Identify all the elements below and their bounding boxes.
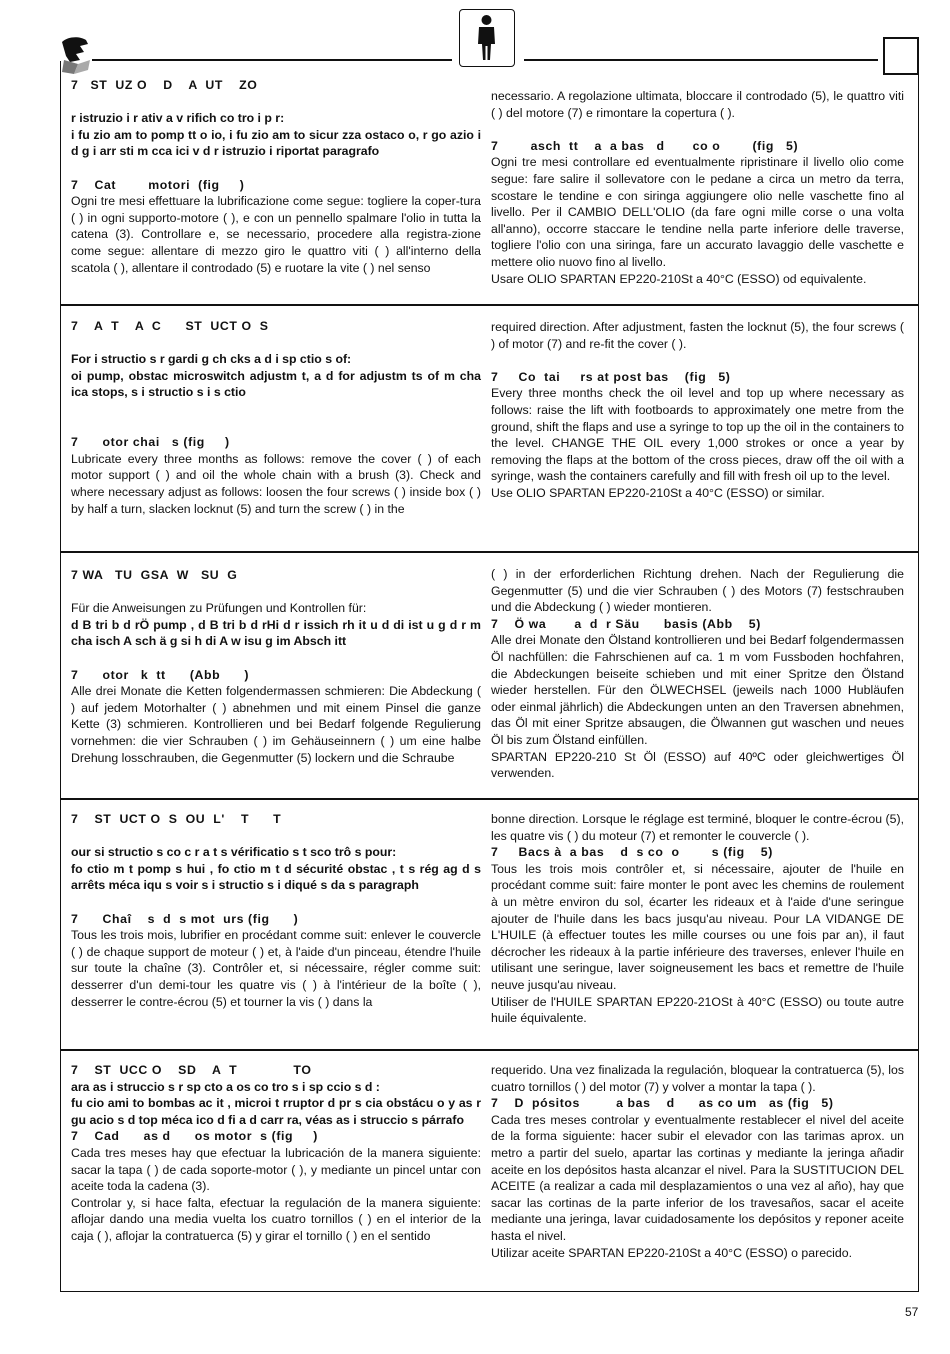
section-heading: 7 ST UCC O SD A T TO — [71, 1063, 312, 1077]
spacer — [71, 160, 481, 177]
section-divider — [60, 798, 919, 800]
section-heading: 7 A T A C ST UCT O S — [71, 319, 269, 333]
section-heading: 7 Bacs à a bas d s co o s (fig 5) — [491, 845, 773, 860]
spacer — [71, 335, 481, 352]
bold-instruction: our si structio s co c r a t s vérificatio s t sco trô s pour: — [71, 845, 397, 860]
paragraph: Cada tres meses controlar y eventualmente restablecer el nivel del aceite de la forma siguiente: hacer subir el elevador con las tarimas aprox. un metro a partir del suelo, apartar las cortinas y mediante la jeringa añadir aceite en los depósitos hasta alcanzar el nivel. Para la SUSTITUCION DEL ACEITE (a realizar a cada mil desplazamientos o una vez al año), hay que sacar las cortinas de la parte inferior de los travesaños, sacar el aceite mediante una jeringa, lavar cuidadosamente los depósitos y reponer aceite hasta el nivel. — [491, 1112, 904, 1243]
bold-instruction: r istruzio i r ativ a v rifich co tro i p r: — [71, 111, 285, 126]
section-heading: 7 otor chai s (fig ) — [71, 435, 230, 450]
operator-icon — [459, 9, 515, 67]
paragraph: Tous les trois mois contrôler et, si nécessaire, ajouter de l'huile en procédant comme suit: faire monter le pont avec les chemins de roulement à un mètre environ du sol, écarter les rideaux et à l'aide d'une seringue ajouter de l'huile dans les bacs jusqu'au niveau. Pour LA VIDANGE DE L'HUILE (à effectuer toutes les mille courses ou une fois par an), il faut décrocher les rideaux à la partie inférieure des traverses, enlever l'huile en utilisant une seringue, laver soigneusement les bacs et remettre de l'huile neuve jusqu'au niveau. — [491, 861, 904, 992]
paragraph: necessario. A regolazione ultimata, bloccare il controdado (5), le quattro viti ( ) del motore (7) e rimontare la copertura ( ). — [491, 89, 904, 120]
bold-instruction: oi pump, obstac microswitch adjustm t, a d for adjustm ts of m cha ica stops, s i structio s i s ctio — [71, 368, 481, 400]
bold-instruction: ara as i struccio s r sp cto a os co tro s i sp ccio s d : — [71, 1079, 380, 1094]
section-divider — [60, 304, 919, 306]
spacer — [71, 584, 481, 601]
bold-instruction: fo ctio m t pomp s hui , fo ctio m t d sécurité obstac , t s rég ag d s arrêts méca iqu s voir s i structio s i diqué s da s paragraph — [71, 861, 481, 893]
section-fr-right — [491, 811, 904, 1027]
spacer — [71, 828, 481, 845]
section-it-right — [491, 88, 904, 287]
paragraph: SPARTAN EP220-210 St Öl (ESSO) auf 40ºC oder gleichwertiges Öl verwenden. — [491, 749, 904, 781]
paragraph: ( ) in der erforderlichen Richtung drehen. Nach der Regulierung die Gegenmutter (5) und die vier Schrauben ( ) des Motors (7) festschrauben und die Abdeckung ( ) wieder montieren. — [491, 567, 904, 615]
spacer — [491, 352, 904, 369]
section-heading: 7 D pósitos a bas d as co um as (fig 5) — [491, 1096, 834, 1111]
section-fr-left — [71, 811, 481, 1010]
paragraph: bonne direction. Lorsque le réglage est terminé, bloquer le contre-écrou (5), les quatre vis ( ) du moteur (7) et remonter le couvercle ( ). — [491, 812, 904, 843]
paragraph: Tous les trois mois, lubrifier en procédant comme suit: enlever le couvercle ( ) de chaque support de moteur ( ) et, à l'aide d'un pinceau, étendre l'huile sur toute la chaîne (3). Contrôler et, si nécessaire, régler comme suit: desserrer d'un demi-tour les quatre vis ( ) à l'intérieur de la boîte ( ), desserrer le contre-écrou (5) et tourner la vis ( ) dans la — [71, 928, 481, 1009]
paragraph: Alle drei Monate den Ölstand kontrollieren und bei Bedarf folgendermassen Öl nachfüllen: die Fahrschienen auf ca. 1 m vom Fussboden hochfahren, die Abdeckungen beiseite schieben und mit einer Spritze den Ölstand wieder herstellen. Für den ÖLWECHSEL (jeweils nach 1000 Hubläufen oder einmal jährlich) die Abdeckungen unten an den Traversen abnehmen, das Öl mit einer Spritze absaugen, die Ölwannen gut waschen und neues Öl bis zum Ölstand einfüllen. — [491, 633, 904, 747]
spacer — [71, 650, 481, 667]
paragraph: Utiliser de l'HUILE SPARTAN EP220-21OSt à 40°C (ESSO) ou toute autre huile équivalente. — [491, 994, 904, 1026]
paragraph: Cada tres meses hay que efectuar la lubricación de la manera siguiente: sacar la tapa ( ) de cada soporte-motor ( ), y mediante un pincel untar con aceite toda la cadena (3). — [71, 1145, 481, 1194]
bold-instruction: i fu zio am to pomp tt o io, i fu zio am to sicur zza ostaco o, r go azio i d g i arr sti m cca ici v d r istruzio i riportat paragrafo — [71, 127, 481, 159]
section-heading: 7 Co tai rs at post bas (fig 5) — [491, 369, 731, 384]
bold-instruction: fu cio ami to bombas ac it , microi t rruptor d pr s cia obstácu o y as r gu acio s d top méca ico d fi a d carr ra, véas as i struccio s párrafo — [71, 1096, 481, 1127]
section-es-left — [71, 1062, 481, 1245]
paragraph: Every three months check the oil level and top up where necessary as follows: raise the lift with footboards to approximately one metre from the ground, shift the flaps and use a syringe to top up the oil in the containers to the level. CHANGE THE OIL every 1,000 strokes or once a year by removing the flaps at the bottom of the cross pieces, draw off the oil with a syringe, wash the containers carefully and fill with fresh oil up to the level. — [491, 386, 904, 484]
paragraph: Controlar y, si hace falta, efectuar la regulación de la manera siguiente: aflojar dando una media vuelta los cuatro tornillos ( ) en el interior de la caja ( ), aflojar la contratuerca (5) y girar el tornillo ( ) en el sentido — [71, 1195, 481, 1243]
paragraph: Ogni tre mesi effettuare la lubrificazione come segue: togliere la coper-tura ( ) in ogni supporto-motore ( ), e con un pennello spalmare l'olio in tutta la catena (3). Controllare e, se necessario, procedere alla registra-zione come segue: allentare di mezzo giro le quattro viti ( ) all'interno della scatola ( ), allentare il controdado (5) e ruotare la vite ( ) nel senso — [71, 194, 481, 275]
section-divider — [60, 1049, 919, 1051]
spacer — [491, 121, 904, 138]
section-en-right — [491, 319, 904, 502]
paragraph: requerido. Una vez finalizada la regulación, bloquear la contratuerca (5), los cuatro tornillos ( ) del motor (7) y volver a montar la tapa ( ). — [491, 1063, 904, 1094]
section-heading: 7 Cat motori (fig ) — [71, 177, 245, 192]
section-heading: 7 asch tt a a bas d co o (fig 5) — [491, 138, 799, 153]
paragraph: required direction. After adjustment, fasten the locknut (5), the four screws ( ) of motor (7) and re-fit the cover ( ). — [491, 320, 904, 351]
spacer — [71, 894, 481, 911]
paragraph: Ogni tre mesi controllare ed eventualmente ripristinare il livello olio come segue: fare salire il sollevatore con le pedane a circa un metro da terra, scostare le tendine e con siringa aggiungere olio nelle vaschette fino al livello. Per il CAMBIO DELL'OLIO (da fare ogni mille corse o una volta all'anno), occorre staccare le tendine nella parte inferiore delle traverse, togliere l'olio con una siringa, fare un accurato lavaggio delle vaschette e mettere olio nuovo fino al livello. — [491, 155, 904, 269]
section-en-left — [71, 318, 481, 517]
section-divider — [60, 551, 919, 553]
section-it-left — [71, 77, 481, 276]
bold-instruction: For i structio s r gardi g ch cks a d i sp ctio s of: — [71, 352, 352, 367]
section-de-right — [491, 566, 904, 782]
section-heading: 7 Ö wa a d r Säu basis (Abb 5) — [491, 616, 761, 631]
page-number: 57 — [905, 1305, 919, 1319]
spacer — [71, 94, 481, 111]
spacer — [71, 418, 481, 435]
paragraph: Utilizar aceite SPARTAN EP220-210St a 40°C (ESSO) o parecido. — [491, 1245, 853, 1260]
paragraph: Für die Anweisungen zu Prüfungen und Kontrollen für: — [71, 601, 367, 616]
section-heading: 7 ST UZ O D A UT ZO — [71, 78, 258, 92]
section-heading: 7 Chaî s d s mot urs (fig ) — [71, 911, 299, 926]
section-heading: 7 ST UCT O S OU L' T T — [71, 812, 282, 826]
paragraph: Use OLIO SPARTAN EP220-210St a 40°C (ESSO) or similar. — [491, 485, 825, 500]
section-de-left — [71, 567, 481, 766]
section-es-right — [491, 1062, 904, 1261]
section-heading: 7 WA TU GSA W SU G — [71, 568, 238, 582]
spacer — [71, 401, 481, 418]
paragraph: Usare OLIO SPARTAN EP220-210St a 40°C (ESSO) od equivalente. — [491, 271, 867, 286]
paragraph: Alle drei Monate die Ketten folgendermassen schmieren: Die Abdeckung ( ) auf jedem Motorhalter ( ) abnehmen und mit einem Pinsel die ganze Kette (3) schmieren. Kontrollieren und bei Bedarf folgende Regulierung vornehmen: die vier Schrauben ( ) im Gehäuseinnern ( ) um eine halbe Drehung losschrauben, die Gegenmutter (5) lockern und die Schraube — [71, 684, 481, 765]
paragraph: Lubricate every three months as follows: remove the cover ( ) of each motor support ( ) and oil the whole chain with a brush (3). Check and where necessary adjust as follows: loosen the four screws ( ) inside box ( ) by half a turn, slacken locknut (5) and turn the screw ( ) in the — [71, 451, 481, 516]
bold-instruction: d B tri b d rÖ pump , d B tri b d rHi d r issich rh it u d di ist u g d r m cha isch A sch ä g si h di A w isu g im Absch itt — [71, 617, 481, 649]
section-heading: 7 Cad as d os motor s (fig ) — [71, 1129, 318, 1144]
section-heading: 7 otor k tt (Abb ) — [71, 667, 250, 682]
